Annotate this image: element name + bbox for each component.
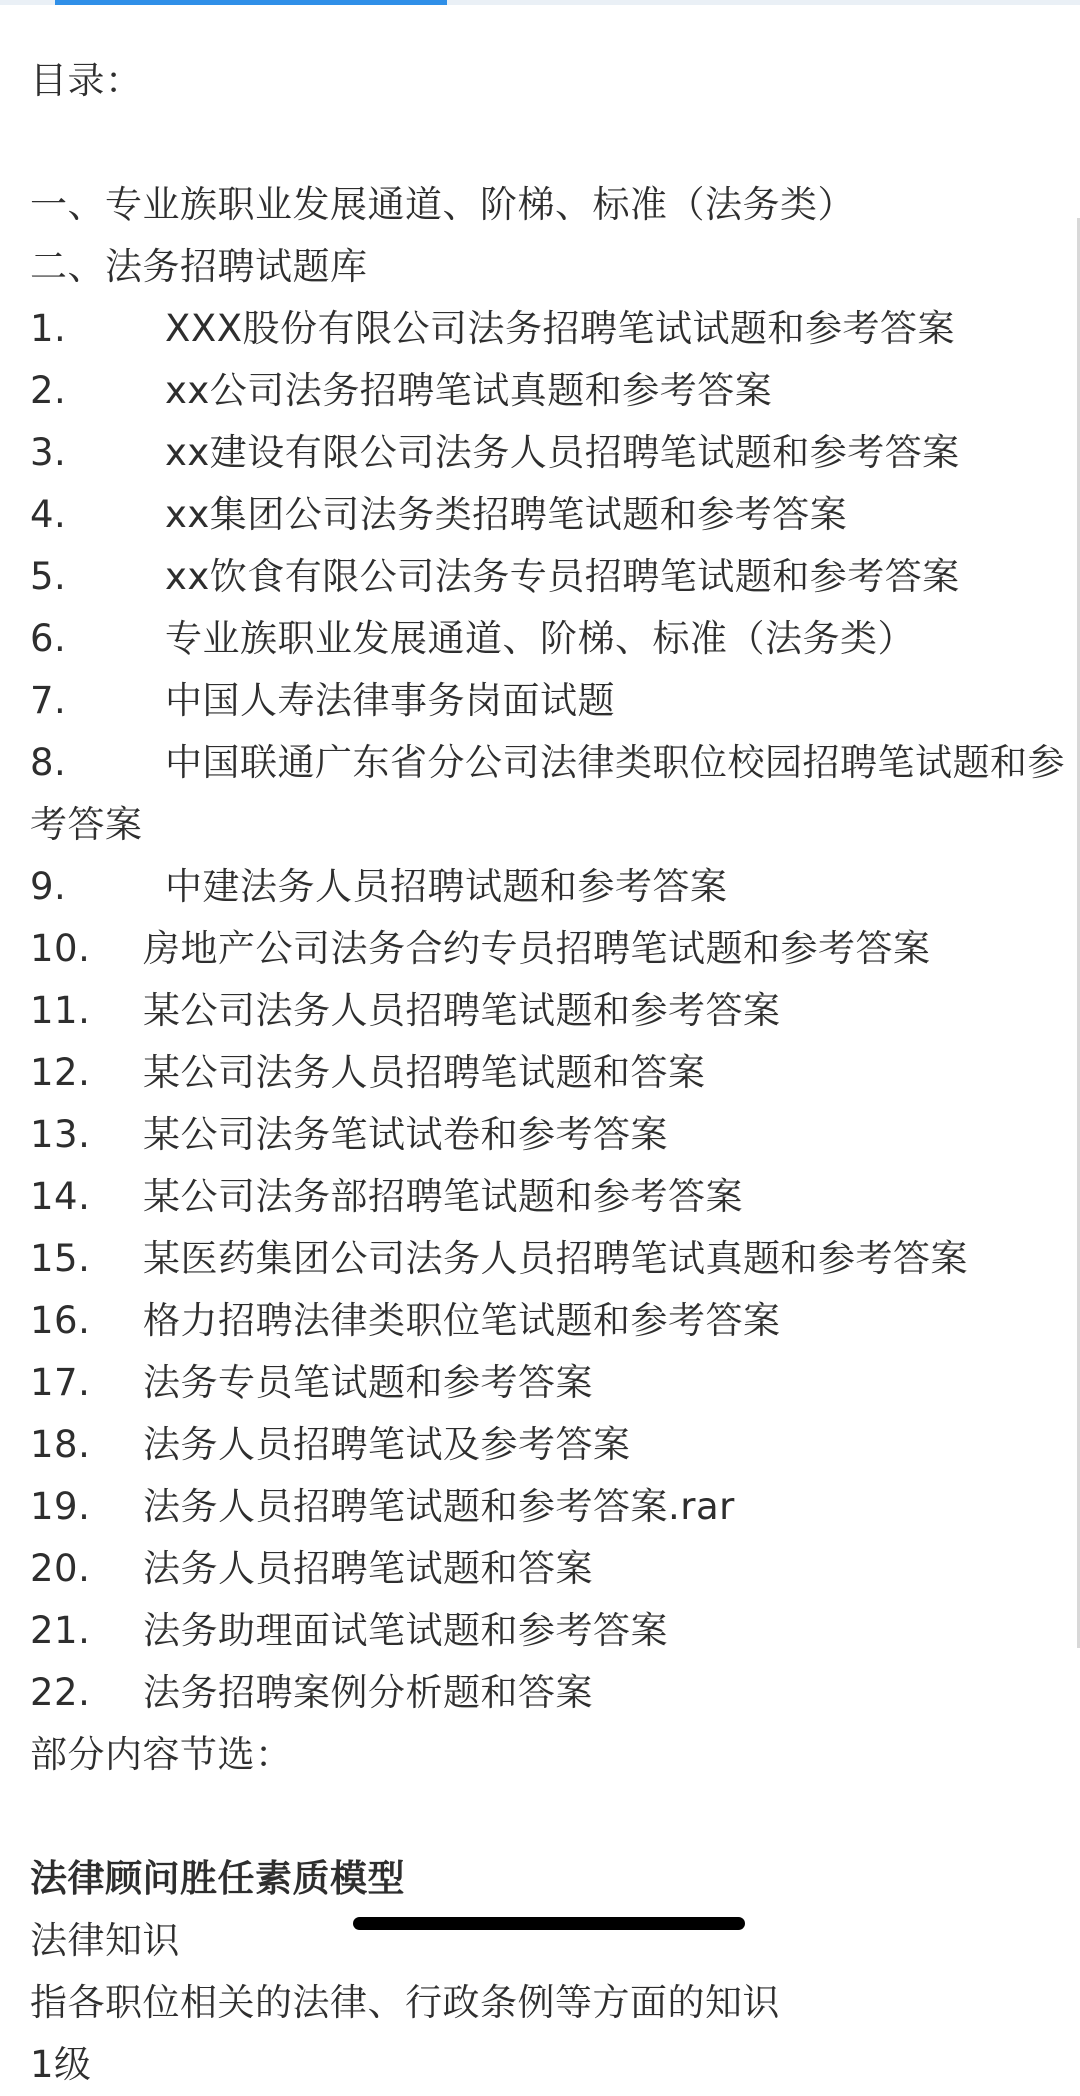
model-title: 法律顾问胜任素质模型: [30, 1857, 405, 1900]
list-item-text: 法务专员笔试题和参考答案: [143, 1361, 593, 1404]
spacer: [30, 112, 1070, 174]
list-item-text: XXX股份有限公司法务招聘笔试试题和参考答案: [165, 307, 956, 350]
list-item-number: 4.: [30, 493, 67, 536]
list-item-text: 格力招聘法律类职位笔试题和参考答案: [143, 1299, 781, 1342]
list-item-number: 8.: [30, 741, 67, 784]
section-heading-1: 一、专业族职业发展通道、阶梯、标准（法务类）: [30, 183, 855, 226]
list-item: [30, 546, 1070, 608]
list-item: [30, 1166, 1070, 1228]
list-item-number: 1.: [30, 307, 67, 350]
list-item-number: 5.: [30, 555, 67, 598]
list-item-text: 中建法务人员招聘试题和参考答案: [165, 865, 728, 908]
list-item-number: 7.: [30, 679, 67, 722]
list-item: [30, 1600, 1070, 1662]
list-item-text: 中国人寿法律事务岗面试题: [165, 679, 615, 722]
list-item: [30, 1290, 1070, 1352]
list-item-number: 2.: [30, 369, 67, 412]
list-item-text: xx公司法务招聘笔试真题和参考答案: [165, 369, 773, 412]
spacer: [30, 1786, 1070, 1848]
list-item-text: 法务助理面试笔试题和参考答案: [143, 1609, 668, 1652]
list-item-number: 20.: [30, 1547, 91, 1590]
list-item-number: 16.: [30, 1299, 91, 1342]
section-heading-2: 二、法务招聘试题库: [30, 245, 368, 288]
list-item-number: 12.: [30, 1051, 91, 1094]
list-item-number: 17.: [30, 1361, 91, 1404]
list-item-text: 法务人员招聘笔试及参考答案: [143, 1423, 631, 1466]
list-item: [30, 484, 1070, 546]
list-item-text: xx建设有限公司法务人员招聘笔试题和参考答案: [165, 431, 960, 474]
list-item: [30, 608, 1070, 670]
list-item-number: 19.: [30, 1485, 91, 1528]
list-item: [30, 856, 1070, 918]
knowledge-description: 指各职位相关的法律、行政条例等方面的知识: [30, 1981, 780, 2024]
list-item-text: 法务招聘案例分析题和答案: [143, 1671, 593, 1714]
level-label: 1级: [30, 2043, 92, 2086]
reading-progress-fill: [55, 0, 447, 5]
list-item: [30, 1042, 1070, 1104]
list-item-text: 某公司法务人员招聘笔试题和答案: [143, 1051, 706, 1094]
list-item-text: xx饮食有限公司法务专员招聘笔试题和参考答案: [165, 555, 960, 598]
list-item-text: 某公司法务人员招聘笔试题和参考答案: [143, 989, 781, 1032]
list-item: [30, 1662, 1070, 1724]
list-item-number: 13.: [30, 1113, 91, 1156]
list-item-number: 21.: [30, 1609, 91, 1652]
list-item-number: 10.: [30, 927, 91, 970]
list-item: [30, 1104, 1070, 1166]
reading-progress-bar: [0, 0, 1080, 5]
list-item: [30, 360, 1070, 422]
list-item-text: 专业族职业发展通道、阶梯、标准（法务类）: [165, 617, 915, 660]
list-item-number: 6.: [30, 617, 67, 660]
list-item: [30, 1538, 1070, 1600]
list-item-number: 22.: [30, 1671, 91, 1714]
list-item-text: 某公司法务笔试试卷和参考答案: [143, 1113, 668, 1156]
list-item: [30, 1352, 1070, 1414]
excerpt-label: 部分内容节选：: [30, 1733, 293, 1776]
list-item: [30, 918, 1070, 980]
list-item-number: 11.: [30, 989, 91, 1032]
document-content: [30, 50, 1070, 2096]
list-item-number: 15.: [30, 1237, 91, 1280]
list-item-text: 某医药集团公司法务人员招聘笔试真题和参考答案: [143, 1237, 968, 1280]
list-item: [30, 298, 1070, 360]
list-item-text: xx集团公司法务类招聘笔试题和参考答案: [165, 493, 848, 536]
list-item-number: 14.: [30, 1175, 91, 1218]
list-item-number: 9.: [30, 865, 67, 908]
list-item-number: 18.: [30, 1423, 91, 1466]
list-item: [30, 732, 1070, 856]
list-item-text: 某公司法务部招聘笔试题和参考答案: [143, 1175, 743, 1218]
list-item: [30, 1414, 1070, 1476]
list-item-text: 法务人员招聘笔试题和答案: [143, 1547, 593, 1590]
list-item-number: 3.: [30, 431, 67, 474]
list-item: [30, 422, 1070, 484]
list-item-text: 中国联通广东省分公司法律类职位校园招聘笔试题和参考答案: [30, 741, 1065, 846]
toc-label: 目录：: [30, 59, 143, 102]
knowledge-label: 法律知识: [30, 1919, 180, 1962]
list-item-text: 法务人员招聘笔试题和参考答案.rar: [143, 1485, 735, 1528]
list-item: [30, 1228, 1070, 1290]
home-indicator[interactable]: [353, 1917, 745, 1930]
list-item-text: 房地产公司法务合约专员招聘笔试题和参考答案: [143, 927, 931, 970]
list-item: [30, 1476, 1070, 1538]
list-item: [30, 980, 1070, 1042]
list-item: [30, 670, 1070, 732]
